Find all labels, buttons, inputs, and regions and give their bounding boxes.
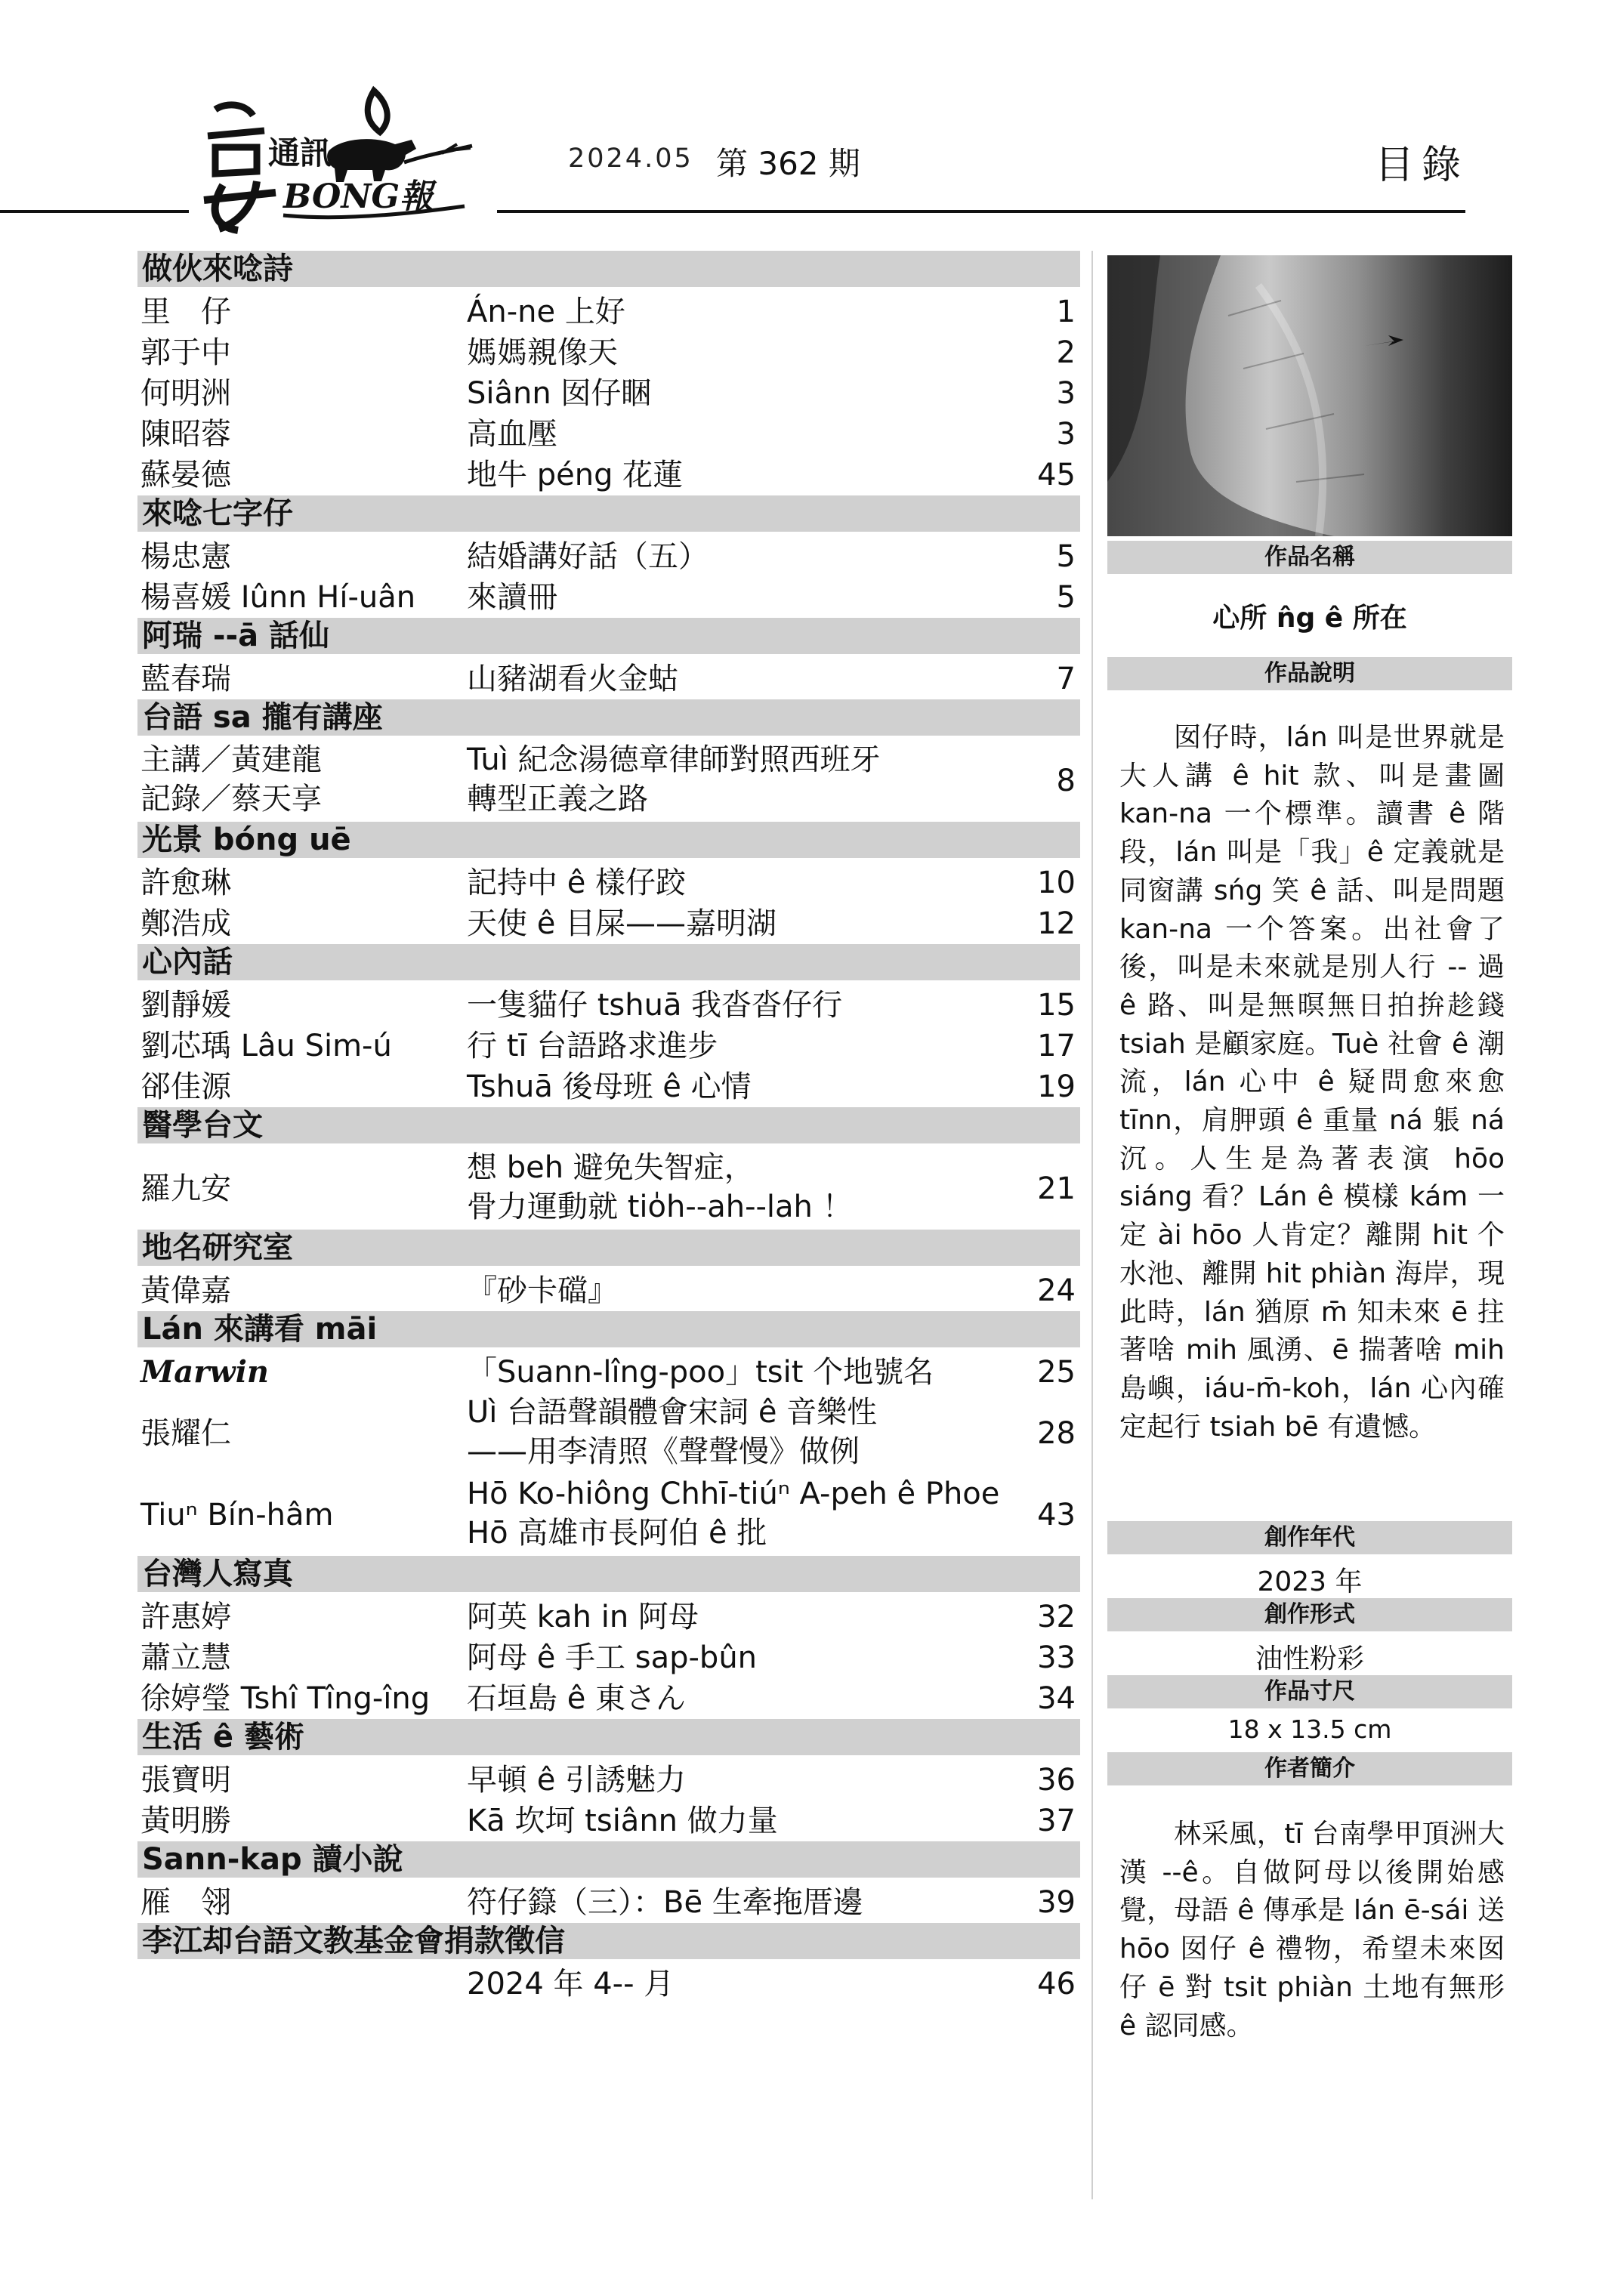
toc-title: 「Suann-lîng-poo」tsit 个地號名	[467, 1355, 934, 1390]
toc-author: 何明洲	[140, 376, 231, 411]
toc-author: 蘇晏德	[140, 458, 231, 492]
toc-entry	[137, 740, 1080, 822]
toc-title: Án-ne 上好	[467, 295, 625, 329]
toc-title-line: Hō Ko-hiông Chhī-tiúⁿ A-peh ê Phoe	[467, 1477, 1000, 1511]
toc-title: 高血壓	[467, 417, 557, 452]
page-title: 目錄	[1375, 143, 1469, 188]
svg-text:通訊: 通訊	[268, 134, 332, 171]
issue-number: 第 362 期	[716, 145, 860, 182]
svg-text:BONG報: BONG報	[283, 177, 434, 216]
toc-author: 張耀仁	[140, 1416, 231, 1451]
toc-author-line: 主講／黃建龍	[140, 742, 322, 777]
toc-entry	[137, 1801, 1080, 1841]
toc-page-number: 3	[1056, 376, 1076, 411]
toc-title: 天使 ê 目屎——嘉明湖	[467, 906, 777, 941]
header-rule-right	[497, 210, 1465, 213]
toc-title	[467, 1393, 1011, 1471]
toc-category: 心內話	[137, 944, 1080, 980]
toc-entry	[137, 985, 1080, 1026]
toc-author: 郭于中	[140, 335, 231, 370]
artwork-size: 18 x 13.5 cm	[1227, 1714, 1392, 1744]
toc-author: 黃偉嘉	[140, 1273, 231, 1308]
toc-title: 阿英 kah in 阿母	[467, 1600, 699, 1634]
toc-title	[467, 1474, 1011, 1553]
toc-page-number: 5	[1056, 580, 1076, 615]
toc-author-line: 記錄／蔡天享	[140, 782, 322, 816]
toc-title: Siânn 囡仔睏	[467, 376, 652, 411]
toc-category: Lán 來講看 māi	[137, 1311, 1080, 1347]
size-label: 作品寸尺	[1107, 1675, 1512, 1708]
toc-title-line: Hō 高雄市長阿伯 ê 批	[467, 1516, 767, 1551]
toc-page-number: 15	[1037, 988, 1076, 1023]
toc-page-number: 21	[1037, 1171, 1076, 1206]
toc-entry	[137, 577, 1080, 618]
author-bio: 林采風，tī 台南學甲頂洲大漢 --ê。自做阿母以後開始感覺，母語 ê 傳承是 lán ē-sái 送 hōo 囡仔 ê 禮物，希望未來囡仔 ē 對 tsit phiàn 土地有無形 ê 認同感。	[1119, 1819, 1505, 2041]
toc-title: 記持中 ê 樣仔跤	[467, 866, 687, 900]
column-divider	[1091, 251, 1093, 2199]
toc-author: 鄭浩成	[140, 906, 231, 941]
toc-author: 許惠婷	[140, 1600, 231, 1634]
toc-page-number: 45	[1037, 458, 1076, 492]
toc-page-number: 12	[1037, 906, 1076, 941]
toc-page-number: 19	[1037, 1069, 1076, 1104]
toc-title: 結婚講好話（五）	[467, 539, 709, 574]
toc-entry	[137, 455, 1080, 495]
toc-entry	[137, 1760, 1080, 1801]
toc-page-number: 25	[1037, 1355, 1076, 1390]
medium-label: 創作形式	[1107, 1598, 1512, 1631]
toc-title: 行 tī 台語路求進步	[467, 1029, 718, 1063]
toc-author: 黃明勝	[140, 1804, 231, 1838]
toc-author: Marwin	[140, 1354, 269, 1390]
toc-title-line: Tuì 紀念湯德章律師對照西班牙	[467, 742, 881, 777]
toc-page-number: 17	[1037, 1029, 1076, 1063]
creation-year: 2023 年	[1257, 1566, 1363, 1597]
header-rule-left	[0, 210, 189, 213]
toc-title: 阿母 ê 手工 sap-bûn	[467, 1640, 758, 1675]
toc-entry	[137, 373, 1080, 414]
toc-category: 生活 ê 藝術	[137, 1719, 1080, 1755]
toc-page-number: 39	[1037, 1885, 1076, 1920]
toc-category: 來唸七字仔	[137, 495, 1080, 532]
toc-title: 2024 年 4-- 月	[467, 1967, 675, 2001]
toc-author: 許愈琳	[140, 866, 231, 900]
toc-entry	[137, 414, 1080, 455]
work-description: 囡仔時，lán 叫是世界就是大人講 ê hit 款、叫是畫圖 kan-na 一个標準。讀書 ê 階段，lán 叫是「我」ê 定義就是同窗講 sńg 笑 ê 話、叫是問題 kan-na 一个答案。出社會了後，叫是未來就是別人行 -- 過 ê 路、叫是無暝無日拍拚趁錢 tsiah 是顧家庭。Tuè 社會 ê 潮流，lán 心中 ê 疑問愈來愈 tīnn，肩胛頭 ê 重量 ná 躼 ná 沉。人生是為著表演 hōo siáng 看？Lán ê 模樣 kám 一定 ài hōo 人肯定？離開 hit 个水池、離開 hit phiàn 海岸，現此時，lán 猶原 m̄ 知未來 ē 拄著啥 mih 風湧、ē 揣著啥 mih 島嶼，iáu-m̄-koh，lán 心內確定起行 tsiah bē 有遺憾。	[1119, 722, 1505, 1443]
toc-entry	[137, 1026, 1080, 1066]
toc-title: 早頓 ê 引誘魅力	[467, 1763, 687, 1798]
toc-title: 地牛 péng 花蓮	[467, 458, 684, 492]
toc-title: 來讀冊	[467, 580, 557, 615]
toc-entry	[137, 863, 1080, 903]
toc-title: 符仔籙（三）：Bē 生牽拖厝邊	[467, 1885, 863, 1920]
toc-author: 劉芯瑀 Lâu Sim-ú	[140, 1029, 392, 1063]
description-label: 作品說明	[1107, 657, 1512, 690]
toc-page-number: 3	[1056, 417, 1076, 452]
toc-title	[467, 1148, 1011, 1227]
toc-author: Tiuⁿ Bín-hâm	[140, 1498, 334, 1532]
toc-title: 『砂卡礑』	[467, 1273, 618, 1308]
toc-page-number: 10	[1037, 866, 1076, 900]
toc-author: 雁 翎	[140, 1885, 231, 1920]
toc-entry	[137, 1964, 1080, 2004]
toc-page-number: 2	[1056, 335, 1076, 370]
toc-author: 劉靜媛	[140, 988, 231, 1023]
toc-page-number: 8	[1056, 764, 1076, 798]
toc-page-number: 28	[1037, 1416, 1076, 1451]
toc-category: 地名研究室	[137, 1230, 1080, 1266]
work-name: 心所 n̂g ê 所在	[1212, 603, 1407, 634]
toc-entry	[137, 1678, 1080, 1719]
work-name-label: 作品名稱	[1107, 541, 1512, 574]
toc-author: 蕭立慧	[140, 1640, 231, 1675]
toc-entry	[137, 1882, 1080, 1923]
toc-entry	[137, 1474, 1080, 1556]
toc-author: 徐婷瑩 Tshî Tîng-îng	[140, 1681, 431, 1716]
toc-page-number: 5	[1056, 539, 1076, 574]
toc-page-number: 36	[1037, 1763, 1076, 1798]
toc-entry	[137, 1393, 1080, 1474]
toc-page-number: 43	[1037, 1498, 1076, 1532]
creation-medium: 油性粉彩	[1255, 1643, 1364, 1674]
toc-author: 陳昭蓉	[140, 417, 231, 452]
toc-page-number: 33	[1037, 1640, 1076, 1675]
toc-title-line: 轉型正義之路	[467, 782, 648, 816]
toc-page-number: 24	[1037, 1273, 1076, 1308]
toc-title-line: ——用李清照《聲聲慢》做例	[467, 1434, 860, 1469]
toc-page-number: 46	[1037, 1967, 1076, 2001]
toc-author: 里 仔	[140, 295, 231, 329]
toc-category: 李江却台語文教基金會捐款徵信	[137, 1923, 1080, 1959]
year-label: 創作年代	[1107, 1521, 1512, 1554]
toc-title: Tshuā 後母班 ê 心情	[467, 1069, 752, 1104]
toc-page-number: 34	[1037, 1681, 1076, 1716]
toc-title: Kā 坎坷 tsiânn 做力量	[467, 1804, 778, 1838]
toc-entry	[137, 536, 1080, 577]
toc-entry	[137, 903, 1080, 944]
toc-page-number: 37	[1037, 1804, 1076, 1838]
toc-title-line: 想 beh 避免失智症，	[467, 1150, 755, 1185]
toc-category: 醫學台文	[137, 1107, 1080, 1143]
toc-entry	[137, 292, 1080, 332]
toc-page-number: 1	[1056, 295, 1076, 329]
toc-entry	[137, 1597, 1080, 1637]
toc-entry	[137, 659, 1080, 699]
toc-entry	[137, 1270, 1080, 1311]
toc-author: 楊喜媛 Iûnn Hí-uân	[140, 580, 416, 615]
toc-title	[467, 740, 1011, 819]
toc-author: 藍春瑞	[140, 662, 231, 696]
toc-category: 台語 sa 攏有講座	[137, 699, 1080, 736]
toc-entry	[137, 1352, 1080, 1393]
toc-title: 山豬湖看火金蛄	[467, 662, 678, 696]
toc-entry	[137, 1148, 1080, 1230]
toc-category: 光景 bóng uē	[137, 822, 1080, 858]
issue-date: 2024.05	[568, 144, 693, 174]
toc-author: 楊忠憲	[140, 539, 231, 574]
table-of-contents	[137, 251, 1080, 2004]
toc-entry	[137, 332, 1080, 373]
toc-category: Sann-kap 讀小說	[137, 1841, 1080, 1878]
toc-category: 阿瑞 --ā 話仙	[137, 618, 1080, 654]
toc-entry	[137, 1066, 1080, 1107]
bong-newsletter-logo	[193, 79, 480, 234]
toc-title: 石垣島 ê 東さん	[467, 1681, 687, 1716]
author-bio-label: 作者簡介	[1107, 1752, 1512, 1785]
toc-author: 張寶明	[140, 1763, 231, 1798]
toc-title: 一隻貓仔 tshuā 我沓沓仔行	[467, 988, 843, 1023]
toc-author: 羅九安	[140, 1171, 231, 1206]
cover-artwork-image	[1107, 255, 1512, 536]
toc-category: 台灣人寫真	[137, 1556, 1080, 1592]
toc-category: 做伙來唸詩	[137, 251, 1080, 287]
toc-author	[140, 740, 458, 819]
toc-title-line: Uì 台語聲韻體會宋詞 ê 音樂性	[467, 1395, 878, 1430]
toc-page-number: 7	[1056, 662, 1076, 696]
toc-author: 郤佳源	[140, 1069, 231, 1104]
toc-entry	[137, 1637, 1080, 1678]
toc-title-line: 骨力運動就 tio̍h--ah--lah ！	[467, 1190, 853, 1224]
toc-title: 媽媽親像天	[467, 335, 618, 370]
toc-page-number: 32	[1037, 1600, 1076, 1634]
